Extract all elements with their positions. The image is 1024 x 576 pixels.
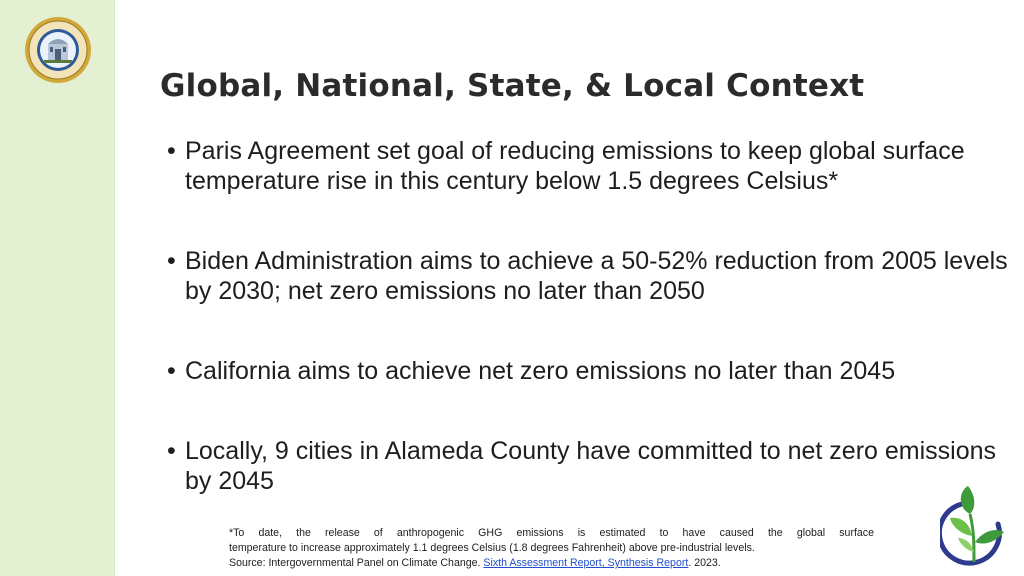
sidebar-panel bbox=[0, 0, 115, 576]
city-seal-icon bbox=[24, 16, 92, 84]
source-suffix: . 2023. bbox=[688, 557, 721, 569]
footnote-line-2: temperature to increase approximately 1.1 degrees Celsius (1.8 degrees Fahrenheit) above pre-industrial levels. bbox=[229, 542, 755, 554]
bullet-biden-administration: • Biden Administration aims to achieve a 50-52% reduction from 2005 levels by 2030; net zero emissions no later than 2050 bbox=[165, 246, 1010, 306]
bullet-local-cities: • Locally, 9 cities in Alameda County have committed to net zero emissions by 2045 bbox=[165, 436, 1010, 496]
footnote-line-1: *To date, the release of anthropogenic GHG emissions is estimated to have caused the global surface bbox=[229, 527, 874, 539]
source-link[interactable]: Sixth Assessment Report, Synthesis Report bbox=[483, 557, 689, 569]
bullet-california: • California aims to achieve net zero emissions no later than 2045 bbox=[165, 356, 1010, 386]
footnote bbox=[229, 526, 874, 571]
sprout-logo-icon bbox=[940, 484, 1008, 568]
source-prefix: Source: Intergovernmental Panel on Climate Change. bbox=[229, 557, 481, 569]
slide-title: Global, National, State, & Local Context bbox=[160, 68, 865, 104]
footnote-source bbox=[229, 556, 874, 571]
bullet-paris-agreement: • Paris Agreement set goal of reducing emissions to keep global surface temperature rise in this century below 1.5 degrees Celsius* bbox=[165, 136, 1010, 196]
bullet-list bbox=[165, 136, 1010, 496]
